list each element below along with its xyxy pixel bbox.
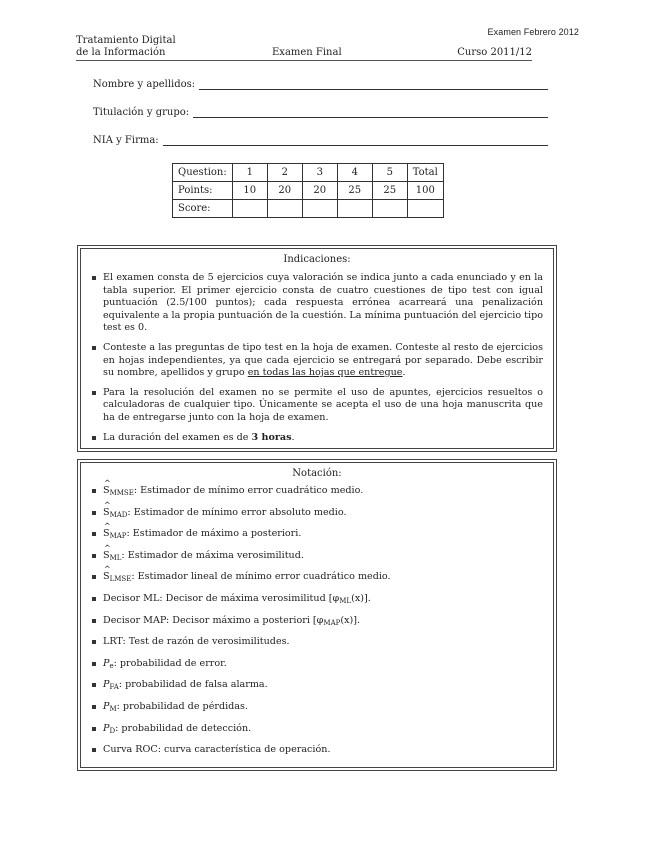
nia-field[interactable] bbox=[93, 135, 548, 146]
notation-heading: Notación: bbox=[292, 468, 342, 479]
course-label: Curso 2011/12 bbox=[457, 47, 532, 58]
institution-line2: de la Información bbox=[76, 47, 166, 58]
points-3: 20 bbox=[302, 182, 337, 200]
notation-item bbox=[103, 528, 543, 550]
instructions-inner bbox=[80, 248, 554, 449]
notation-item: LRT: Test de razón de verosimilitudes. bbox=[103, 636, 543, 658]
instructions-box bbox=[77, 245, 557, 452]
subscript: MMSE bbox=[109, 489, 134, 497]
notation-text: : probabilidad de falsa alarma. bbox=[118, 679, 268, 691]
notation-item bbox=[103, 701, 543, 723]
question-row bbox=[173, 164, 444, 182]
score-cell-2[interactable] bbox=[267, 200, 302, 218]
institution-line1: Tratamiento Digital bbox=[76, 35, 176, 46]
points-total: 100 bbox=[407, 182, 443, 200]
notation-text-end: (x)]. bbox=[351, 592, 371, 604]
notation-item: Curva ROC: curva característica de operación. bbox=[103, 744, 543, 766]
notation-text: : probabilidad de detección. bbox=[115, 722, 252, 734]
notation-text: : Estimador de mínimo error cuadrático medio. bbox=[133, 485, 364, 496]
name-field[interactable] bbox=[93, 79, 548, 90]
notation-box bbox=[77, 459, 557, 771]
degree-label: Titulación y grupo: bbox=[93, 107, 190, 118]
notation-text: : Estimador de máxima verosimilitud. bbox=[121, 549, 304, 561]
notation-item bbox=[103, 679, 543, 701]
subscript: M bbox=[109, 704, 117, 713]
degree-line[interactable] bbox=[193, 108, 548, 118]
notation-list bbox=[81, 485, 553, 766]
notation-text: Decisor MAP: Decisor máximo a posteriori [φ bbox=[103, 614, 324, 626]
notation-item bbox=[103, 723, 543, 745]
instruction-underlined: en todas las hojas que entregue bbox=[247, 367, 403, 379]
points-4: 25 bbox=[337, 182, 372, 200]
name-line[interactable] bbox=[199, 80, 548, 90]
nia-line[interactable] bbox=[163, 136, 548, 146]
question-4: 4 bbox=[337, 164, 372, 182]
score-label: Score: bbox=[173, 200, 233, 218]
instruction-item bbox=[103, 432, 543, 445]
notation-item bbox=[103, 485, 543, 507]
exam-title: Examen Final bbox=[272, 47, 342, 58]
notation-item bbox=[103, 593, 543, 615]
notation-text: : Estimador de máximo a posteriori. bbox=[126, 528, 302, 540]
symbol: ^ S bbox=[103, 507, 110, 520]
notation-item bbox=[103, 571, 543, 593]
nia-label: NIA y Firma: bbox=[93, 135, 159, 146]
notation-item bbox=[103, 658, 543, 680]
symbol: P bbox=[103, 722, 110, 734]
institution bbox=[76, 35, 176, 59]
subscript: ML bbox=[109, 553, 122, 562]
question-5: 5 bbox=[372, 164, 407, 182]
subscript: FA bbox=[109, 683, 119, 692]
score-table bbox=[172, 163, 444, 218]
subscript: MAP bbox=[323, 618, 341, 627]
notation-item bbox=[103, 507, 543, 529]
question-1: 1 bbox=[232, 164, 267, 182]
score-row bbox=[173, 200, 444, 218]
points-2: 20 bbox=[267, 182, 302, 200]
symbol: P bbox=[103, 700, 110, 712]
symbol: P bbox=[103, 657, 110, 669]
notation-text: : Estimador lineal de mínimo error cuadrático medio. bbox=[131, 571, 391, 583]
exam-date-label: Examen Febrero 2012 bbox=[487, 27, 579, 37]
points-1: 10 bbox=[232, 182, 267, 200]
subscript: e bbox=[109, 661, 114, 670]
subscript: LMSE bbox=[109, 575, 132, 584]
question-2: 2 bbox=[267, 164, 302, 182]
instruction-text: Conteste a las preguntas de tipo test en la hoja de examen. Conteste al resto de ejercicios en hojas independientes, ya que cada ejercicio se entregará por separado. Debe escribir su nombre, apellidos y grupo bbox=[103, 341, 543, 379]
score-cell-4[interactable] bbox=[337, 200, 372, 218]
notation-item bbox=[103, 615, 543, 637]
notation-text: : probabilidad de error. bbox=[113, 657, 227, 669]
question-3: 3 bbox=[302, 164, 337, 182]
subscript: D bbox=[109, 726, 116, 735]
score-cell-total[interactable] bbox=[407, 200, 443, 218]
score-cell-1[interactable] bbox=[232, 200, 267, 218]
points-row bbox=[173, 182, 444, 200]
notation-text-end: (x)]. bbox=[340, 614, 361, 626]
instruction-text-end: . bbox=[402, 367, 406, 379]
symbol: P bbox=[103, 679, 110, 691]
notation-text: : probabilidad de pérdidas. bbox=[116, 700, 249, 712]
instruction-text-end: . bbox=[291, 431, 295, 443]
points-5: 25 bbox=[372, 182, 407, 200]
notation-item bbox=[103, 550, 543, 572]
symbol: ^ S bbox=[103, 485, 110, 498]
score-cell-5[interactable] bbox=[372, 200, 407, 218]
score-cell-3[interactable] bbox=[302, 200, 337, 218]
instruction-item: Para la resolución del examen no se permite el uso de apuntes, ejercicios resueltos o calculadoras de cualquier tipo. Únicamente se acepta el uso de una hoja manuscrita que ha de entregarse junto con la hoja de examen. bbox=[103, 386, 543, 423]
notation-inner bbox=[80, 462, 554, 768]
symbol: ^ S bbox=[103, 550, 110, 563]
header-divider bbox=[76, 60, 532, 61]
instruction-text: La duración del examen es de bbox=[103, 431, 252, 443]
degree-field[interactable] bbox=[93, 107, 548, 118]
symbol: ^ S bbox=[103, 571, 110, 584]
symbol: ^ S bbox=[103, 528, 110, 541]
instruction-item bbox=[103, 342, 543, 380]
instruction-item: El examen consta de 5 ejercicios cuya valoración se indica junto a cada enunciado y en la tabla superior. El primer ejercicio consta de cuatro cuestiones de tipo test con igual puntuación (2.5/100 puntos); cada respuesta errónea acarreará una penalización equivalente a la propia puntuación de la cuestión. La mínima puntuación del ejercicio tipo test es 0. bbox=[103, 272, 543, 334]
instructions-list bbox=[81, 272, 553, 444]
points-label: Points: bbox=[173, 182, 233, 200]
instruction-bold: 3 horas bbox=[251, 431, 292, 443]
question-total: Total bbox=[407, 164, 443, 182]
question-label: Question: bbox=[173, 164, 233, 182]
subscript: MAP bbox=[109, 532, 127, 541]
notation-text: : Estimador de mínimo error absoluto medio. bbox=[127, 506, 347, 518]
subscript: MAD bbox=[109, 510, 128, 519]
notation-text: Decisor ML: Decisor de máxima verosimilitud [φ bbox=[103, 592, 340, 604]
name-label: Nombre y apellidos: bbox=[93, 79, 196, 90]
instructions-heading: Indicaciones: bbox=[283, 254, 351, 265]
subscript: ML bbox=[339, 596, 352, 605]
